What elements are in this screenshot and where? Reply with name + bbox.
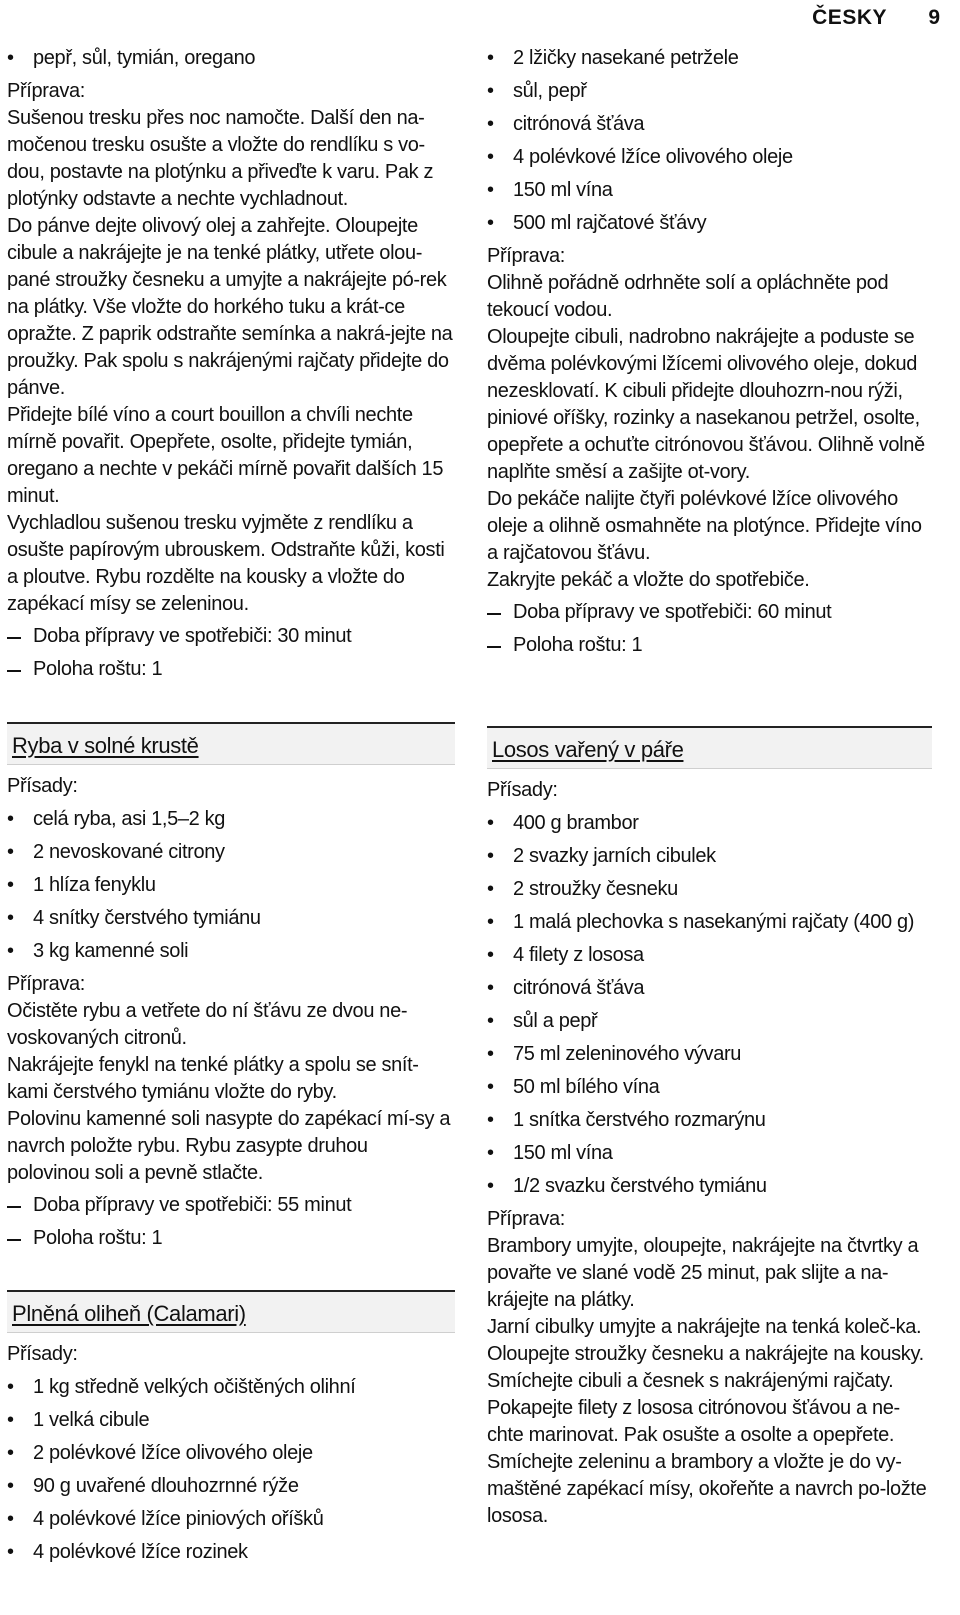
list-item: • celá ryba, asi 1,5–2 kg: [7, 806, 455, 833]
paragraph: Pokapejte filety z lososa citrónovou šťávou a ne-chte marinovat. Pak osušte a osolte a opepřete. Smíchejte zeleninu a brambory a vložte je do vy-maštěné zapékací mísy, okořeňte a navrch po-ložte lososa.: [487, 1397, 927, 1527]
list-item: • 75 ml zeleninového vývaru: [487, 1041, 932, 1068]
list-item: • 4 polévkové lžíce piniových oříšků: [7, 1506, 455, 1533]
col1-top: [7, 45, 455, 689]
ingredients-label: Přísady:: [7, 1343, 78, 1365]
paragraph: Nakrájejte fenykl na tenké plátky a spolu se snít-kami čerstvého tymiánu vložte do ryby.: [7, 1054, 419, 1103]
ingredient-list: [487, 810, 932, 1200]
ingredient-list: [7, 806, 455, 965]
paragraph: Do pánve dejte olivový olej a zahřejte. Oloupejte cibule a nakrájejte je na tenké plátky, utřete olou-pané stroužky česneku a umyjte a nakrájejte pó-rek na plátky. Vše vložte do horkého tuku a krát-ce opražte. Z paprik odstraňte semínka a nakrá-jejte na proužky. Pak spolu s nakrájenými rajčaty přidejte do pánve.: [7, 215, 453, 399]
ingredient-list: [7, 1374, 455, 1566]
list-item: • 50 ml bílého vína: [487, 1074, 932, 1101]
dash-item: Poloha roštu: 1: [7, 1225, 455, 1252]
ingredients-label: Přísady:: [7, 775, 78, 797]
list-item: • 90 g uvařené dlouhozrnné rýže: [7, 1473, 455, 1500]
list-item: • 1 velká cibule: [7, 1407, 455, 1434]
ingredient-list: [7, 45, 455, 72]
list-item: • 4 polévkové lžíce rozinek: [7, 1539, 455, 1566]
section-title: Ryba v solné krustě: [7, 722, 455, 765]
dash-item: Doba přípravy ve spotřebiči: 55 minut: [7, 1192, 455, 1219]
list-item: • 500 ml rajčatové šťávy: [487, 210, 932, 237]
list-item: • 1/2 svazku čerstvého tymiánu: [487, 1173, 932, 1200]
preparation-label: Příprava:: [487, 1208, 565, 1230]
list-item: • 4 polévkové lžíce olivového oleje: [487, 144, 932, 171]
paragraph: Sušenou tresku přes noc namočte. Další den na-močenou tresku osušte a vložte do rendlíku s vo-dou, postavte na plotýnku a přiveďte k varu. Pak z plotýnky odstavte a nechte vychladnout.: [7, 107, 434, 210]
list-item: • pepř, sůl, tymián, oregano: [7, 45, 455, 72]
list-item: • 4 snítky čerstvého tymiánu: [7, 905, 455, 932]
list-item: • 150 ml vína: [487, 1140, 932, 1167]
ingredients-label: Přísady:: [487, 779, 558, 801]
section-title: Losos vařený v páře: [487, 726, 932, 769]
list-item: • 2 polévkové lžíce olivového oleje: [7, 1440, 455, 1467]
paragraph: Očistěte rybu a vetřete do ní šťávu ze dvou ne-voskovaných citronů.: [7, 1000, 408, 1049]
list-item: • 400 g brambor: [487, 810, 932, 837]
paragraph: Polovinu kamenné soli nasypte do zapékací mí-sy a navrch položte rybu. Rybu zasypte druhou polovinou soli a pevně stlačte.: [7, 1108, 451, 1184]
section-title: Plněná oliheň (Calamari): [7, 1290, 455, 1333]
dash-item: Doba přípravy ve spotřebiči: 30 minut: [7, 623, 455, 650]
preparation-label: Příprava:: [7, 973, 85, 995]
paragraph: Do pekáče nalijte čtyři polévkové lžíce olivového oleje a olihně osmahněte na plotýnce. Přidejte víno a rajčatovou šťávu.: [487, 488, 922, 564]
list-item: • sůl a pepř: [487, 1008, 932, 1035]
recipe-losos: [487, 726, 932, 1530]
list-item: • 2 svazky jarních cibulek: [487, 843, 932, 870]
preparation-label: Příprava:: [487, 245, 565, 267]
dash-list: [7, 1192, 455, 1252]
paragraph: Přidejte bílé víno a court bouillon a chvíli nechte mírně povařit. Opepřete, osolte, přidejte tymián, oregano a nechte v pekáči mírně povařit dalších 15 minut.: [7, 404, 444, 507]
dash-list: [487, 599, 932, 659]
ingredient-list: [487, 45, 932, 237]
list-item: • sůl, pepř: [487, 78, 932, 105]
paragraph: Brambory umyjte, oloupejte, nakrájejte na čtvrtky a povařte ve slané vodě 25 minut, pak slijte a na-krájejte na plátky.: [487, 1235, 919, 1311]
dash-item: Doba přípravy ve spotřebiči: 60 minut: [487, 599, 932, 626]
paragraph: Vychladlou sušenou tresku vyjměte z rendlíku a osušte papírovým ubrouskem. Odstraňte kůži, kosti a ploutve. Rybu rozdělte na kousky a vložte do zapékací mísy se zeleninou.: [7, 512, 445, 615]
page-header: [0, 6, 960, 36]
list-item: • 4 filety z lososa: [487, 942, 932, 969]
page-number: 9: [928, 6, 940, 29]
dash-item: Poloha roštu: 1: [7, 656, 455, 683]
paragraph: Olihně pořádně odrhněte solí a opláchněte pod tekoucí vodou.: [487, 272, 889, 321]
list-item: • 2 lžičky nasekané petržele: [487, 45, 932, 72]
recipe-calamari: [7, 1290, 455, 1572]
list-item: • citrónová šťáva: [487, 111, 932, 138]
preparation-label: Příprava:: [7, 80, 85, 102]
list-item: • 2 stroužky česneku: [487, 876, 932, 903]
list-item: • 150 ml vína: [487, 177, 932, 204]
col2-top: [487, 45, 932, 665]
list-item: • 1 snítka čerstvého rozmarýnu: [487, 1107, 932, 1134]
paragraph: Zakryjte pekáč a vložte do spotřebiče.: [487, 569, 810, 591]
list-item: • 2 nevoskované citrony: [7, 839, 455, 866]
list-item: • 3 kg kamenné soli: [7, 938, 455, 965]
list-item: • 1 hlíza fenyklu: [7, 872, 455, 899]
dash-list: [7, 623, 455, 683]
list-item: • 1 kg středně velkých očištěných olihní: [7, 1374, 455, 1401]
paragraph: Oloupejte cibuli, nadrobno nakrájejte a poduste se dvěma polévkovými lžícemi olivového oleje, dokud nezesklovatí. K cibuli přidejte dlouhozrn-nou rýži, piniové oříšky, rozinky a nasekanou petržel, osolte, opepřete a ochuťte citrónovou šťávou. Olihně volně naplňte směsí a zašijte ot-vory.: [487, 326, 925, 483]
recipe-ryba: [7, 722, 455, 1258]
list-item: • 1 malá plechovka s nasekanými rajčaty (400 g): [487, 909, 932, 936]
language-label: ČESKY: [812, 6, 887, 29]
list-item: • citrónová šťáva: [487, 975, 932, 1002]
dash-item: Poloha roštu: 1: [487, 632, 932, 659]
paragraph: Jarní cibulky umyjte a nakrájejte na tenká koleč-ka. Oloupejte stroužky česneku a nakrájejte na kousky. Smíchejte cibuli a česnek s nakrájenými rajčaty.: [487, 1316, 924, 1392]
